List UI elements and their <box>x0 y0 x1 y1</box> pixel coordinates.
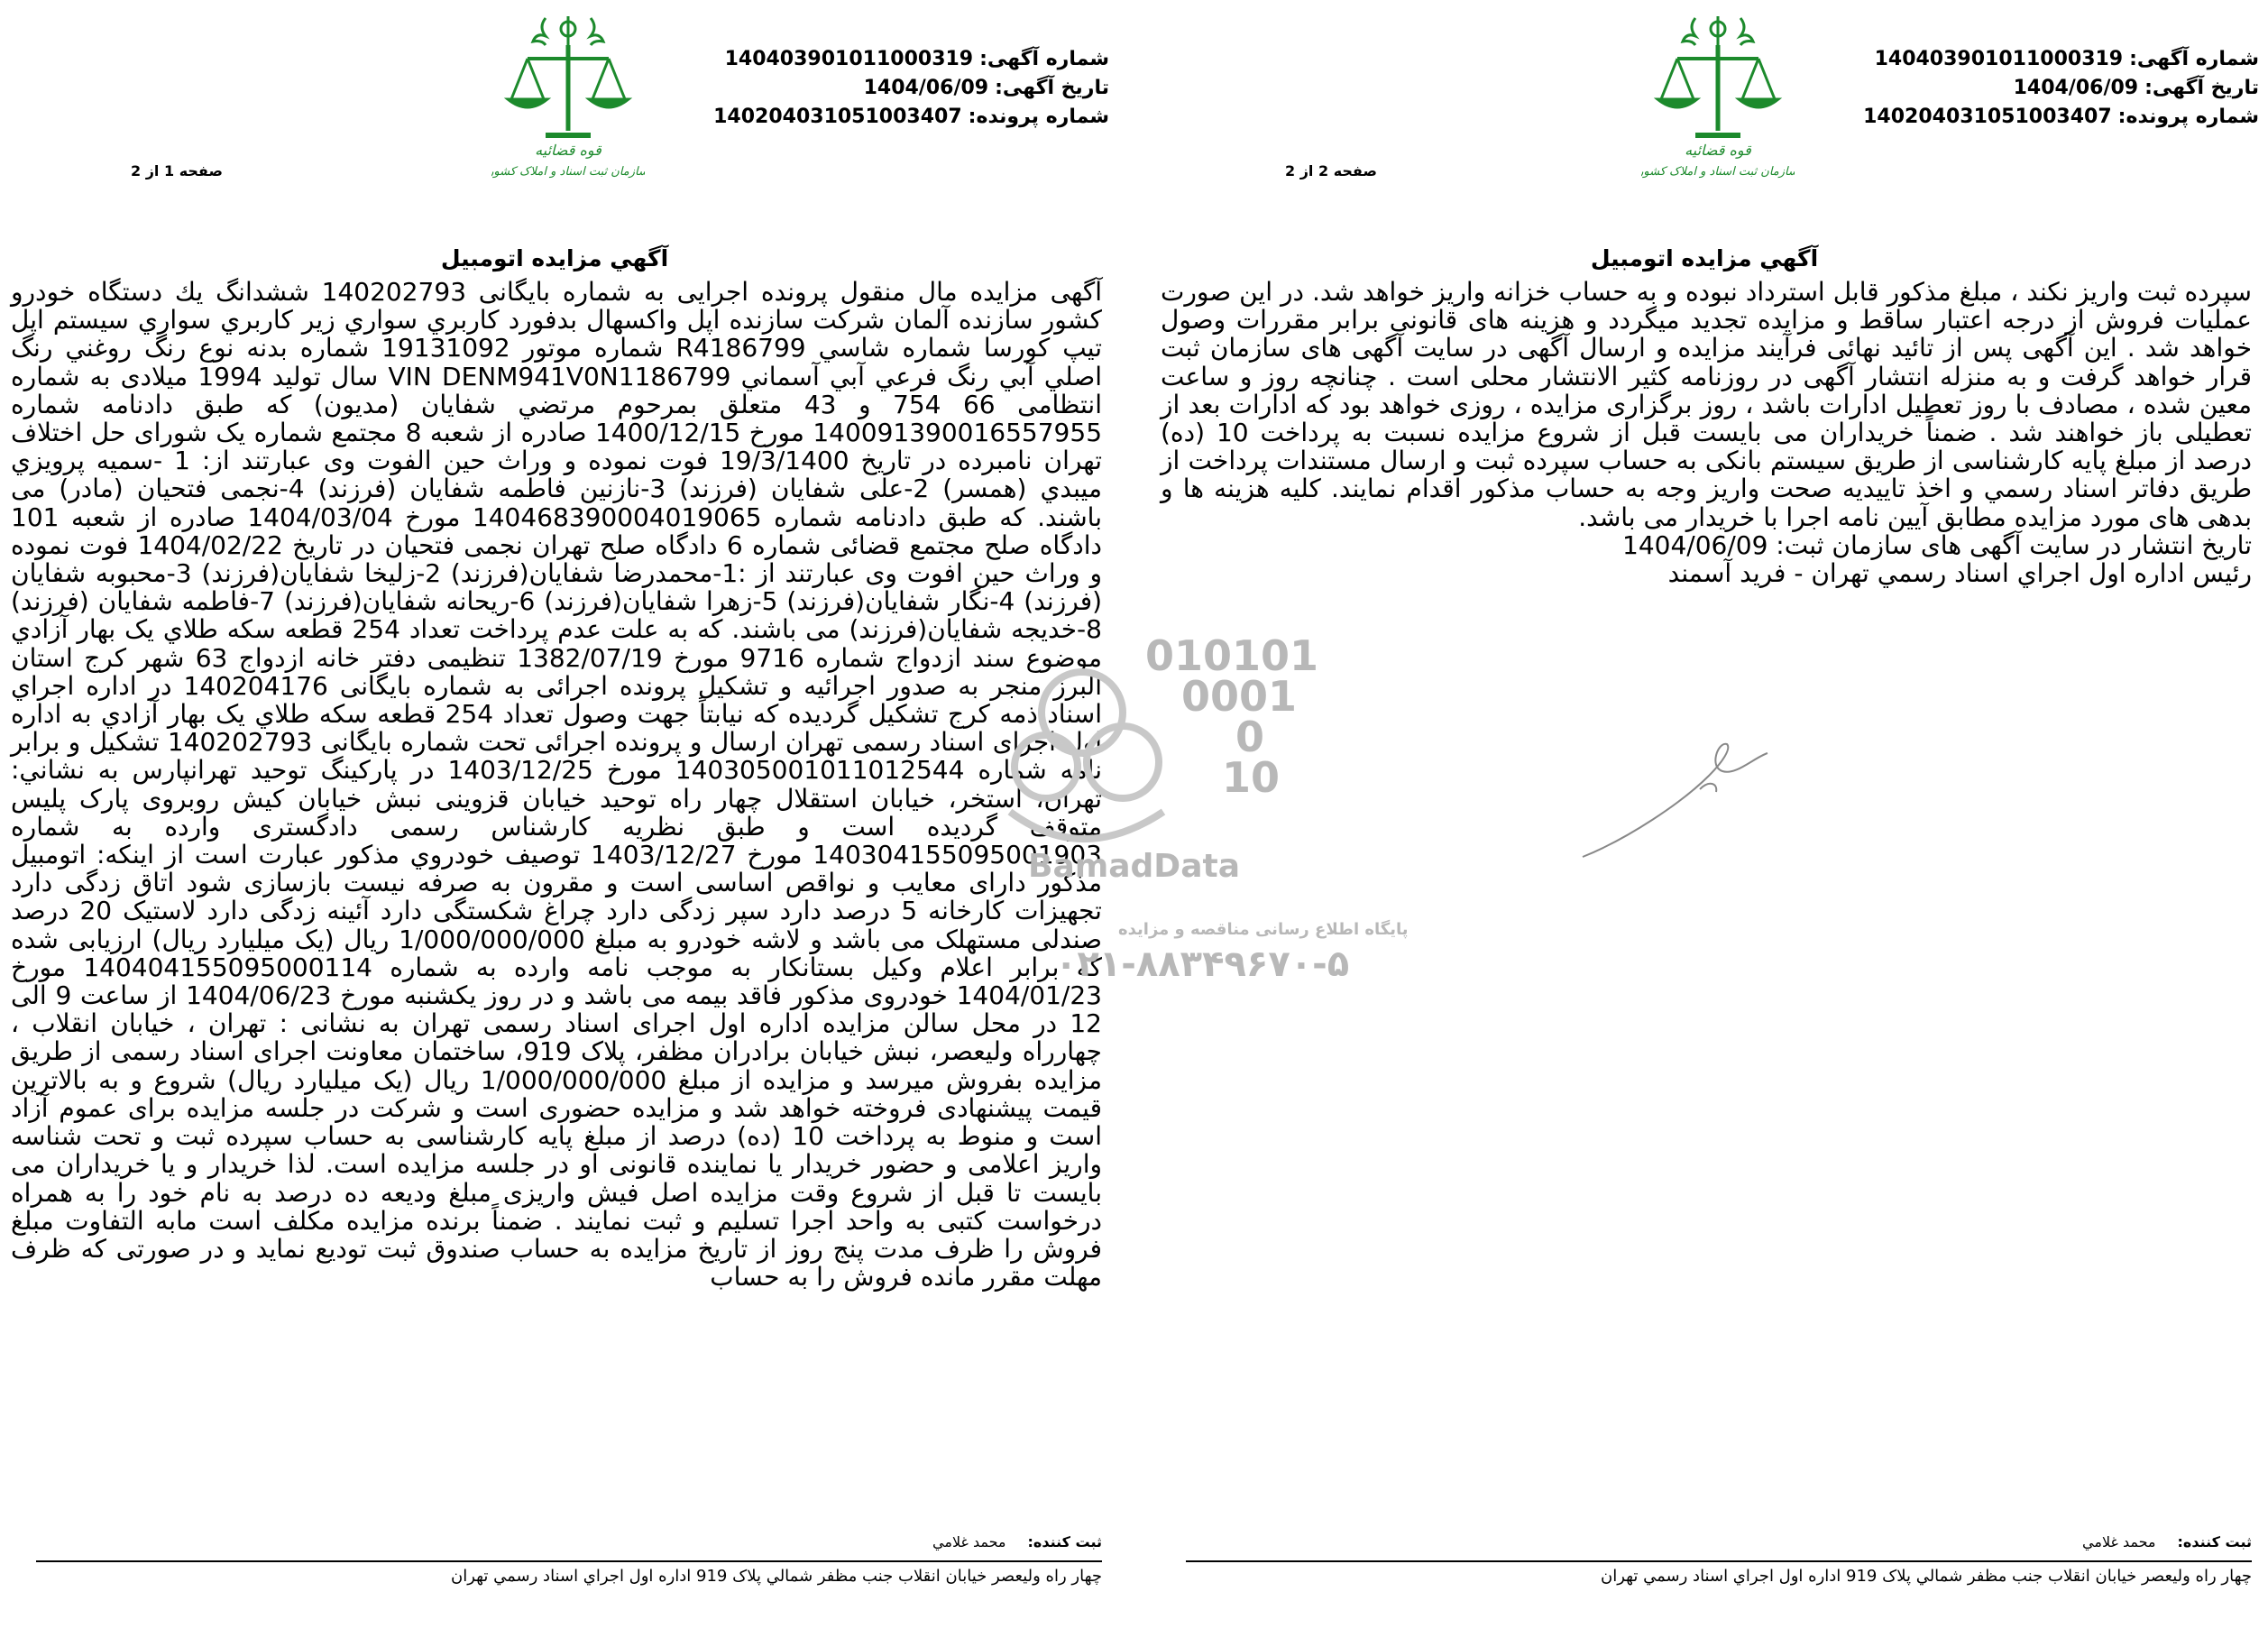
watermark-tagline: پايگاه اطلاع رسانی مناقصه و مزايده <box>1118 920 1409 939</box>
judiciary-emblem-icon <box>1641 9 1795 180</box>
notice-body-text: سپرده ثبت واريز نکند ، مبلغ مذکور قابل استرداد نبوده و به حساب خزانه واريز خواهد شد. در اين صورت عمليات فروش از درجه اعتبار ساقط و مزايده تجديد ميگردد و هزينه های قانونی برابر مقررات وصول خواهد شد . اين آگهی پس از تائيد نهائی فرآيند مزايده و ارسال آگهی در سايت آگهی های سازمان ثبت قرار خواهد گرفت و به منزله انتشار آگهی در روزنامه کثير الانتشار محلی است . چنانچه روز و ساعت معين شده ، مصادف با روز تعطيل ادارات باشد ، روز برگزاری مزايده ، روزی خواهد بود که ادارات بعد از تعطيلی باز خواهند شد . ضمناً خريداران می بايست قبل از شروع مزايده نسبت به پرداخت 10 (ده) درصد از مبلغ پايه کارشناسی از طريق سيستم بانکی به حساب سپرده ثبت و ارسال مستندات پرداخت از طريق دفاتر اسناد رسمي و اخذ تاييديه صحت واريز وجه به حساب مذکور اقدام نمايند. کليه هزينه ها و بدهی های مورد مزايده مطابق آيين نامه اجرا با خريدار می باشد. <box>1161 277 2253 532</box>
registrar-name: محمد غلامي <box>2082 1533 2156 1550</box>
notice-date: 1404/06/09 <box>863 77 989 99</box>
footer-divider <box>36 1560 1102 1562</box>
notice-date-label: تاریخ آگهی: <box>2144 77 2259 99</box>
file-number-label: شماره پرونده: <box>968 106 1109 128</box>
file-number: 140204031051003407 <box>1863 106 2112 128</box>
notice-number-label: شماره آگهی: <box>979 48 1109 70</box>
registrar-name: محمد غلامي <box>932 1533 1006 1550</box>
footer-divider <box>1186 1560 2252 1562</box>
notice-page-2 <box>1150 0 2259 1647</box>
notice-number-label: شماره آگهی: <box>2129 48 2259 70</box>
handwritten-signature <box>1574 740 1781 866</box>
publish-date-line: تاريخ انتشار در سايت آگهی های سازمان ثبت: 1404/06/09 <box>1622 529 2252 560</box>
watermark-binary-4: 10 <box>1222 753 1281 802</box>
registrar <box>932 1533 1102 1550</box>
office-address: چهار راه وليعصر خيابان انقلاب جنب مظفر شمالي پلاک 919 اداره اول اجراي اسناد رسمي تهران <box>450 1567 1102 1586</box>
registrar-label: ثبت كننده: <box>1027 1533 1102 1550</box>
watermark-binary-1: 010101 <box>1145 631 1319 680</box>
notice-page-1 <box>0 0 1109 1647</box>
file-number: 140204031051003407 <box>713 106 962 128</box>
office-address: چهار راه وليعصر خيابان انقلاب جنب مظفر شمالي پلاک 919 اداره اول اجراي اسناد رسمي تهران <box>1600 1567 2252 1586</box>
svg-text:قوه قضائیه: قوه قضائیه <box>1685 142 1751 159</box>
notice-meta <box>1835 45 2259 132</box>
page-number: صفحه 2 از 2 <box>1285 162 1377 179</box>
page-number: صفحه 1 از 2 <box>131 162 223 179</box>
watermark-brand: BamadData <box>1028 848 1240 885</box>
svg-text:قوه قضائیه: قوه قضائیه <box>535 142 601 159</box>
watermark-phone: ۰۲۱-۸۸۳۴۹۶۷۰-۵ <box>1055 943 1350 985</box>
notice-number: 140403901011000319 <box>724 48 974 70</box>
file-number-label: شماره پرونده: <box>2117 106 2259 128</box>
notice-meta <box>685 45 1109 132</box>
registrar-label: ثبت كننده: <box>2177 1533 2252 1550</box>
watermark-binary-2: 0001 <box>1181 672 1298 721</box>
svg-text:سازمان ثبت اسناد و املاک کشور: سازمان ثبت اسناد و املاک کشور <box>491 165 645 179</box>
signatory-line: رئيس اداره اول اجراي اسناد رسمي تهران - فريد آسمند <box>1667 558 2252 589</box>
watermark-binary-3: 0 <box>1235 713 1265 761</box>
judiciary-emblem-icon <box>491 9 645 180</box>
registrar <box>2082 1533 2252 1550</box>
notice-title: آگهي مزایده اتومبیل <box>1590 245 1819 271</box>
notice-date: 1404/06/09 <box>2013 77 2139 99</box>
notice-date-label: تاریخ آگهی: <box>995 77 1109 99</box>
notice-title: آگهي مزایده اتومبیل <box>440 245 669 271</box>
notice-number: 140403901011000319 <box>1874 48 2124 70</box>
notice-body <box>1161 278 2252 587</box>
svg-text:سازمان ثبت اسناد و املاک کشور: سازمان ثبت اسناد و املاک کشور <box>1641 165 1795 179</box>
notice-body: آگهی مزایده مال منقول پرونده اجرایی به شماره بایگانی 140202793 ششدانگ يك دستگاه خودرو كشور سازنده آلمان شرکت سازنده اپل واکسهال بدفورد کاربري سواري زير کاربري سواري سيستم اپل تيپ كورسا شماره شاسي R4186799 شماره موتور 19131092 شماره بدنه نوع رنگ روغني رنگ اصلي آبي رنگ فرعي آبي آسماني VIN DENM941V0N1186799 سال توليد 1994 ميلادی به شماره انتظامی 66 754 و 43 متعلق بمرحوم مرتضي شفايان (مديون) که طبق دادنامه شماره 14009139001655795​5 مورخ 1400/12/15 صادره از شعبه 8 مجتمع شماره يک شورای حل اختلاف تهران نامبرده در تاریخ 19/3/1400 فوت نموده و وراث حين الفوت وی عبارتند از: 1 -سميه پرويزي ميبدي (همسر) 2-على شفايان (فرزند) 3-نازنين فاطمه شفايان (فرزند) 4-نجمی فتحيان (مادر) می باشند. که طبق دادنامه شماره 140468390004019065 مورخ 1404/03/04 صادره از شعبه 101 دادگاه صلح مجتمع قضائی شماره 6 دادگاه صلح تهران نجمی فتحيان در تاريخ 1404/02/22 فوت نموده و وراث حين افوت وی عبارتند از :1-محمدرضا شفايان(فرزند) 2-زليخا شفايان(فرزند) 3-محبوبه شفايان (فرزند) 4-نگار شفايان(فرزند) 5-زهرا شفايان(فرزند) 6-ريحانه شفايان(فرزند) 7-فاطمه شفايان (فرزند) 8-خديجه شفايان(فرزند) می باشند. که به علت عدم پرداخت تعداد 254 قطعه سکه طلاي يک بهار آزادي موضوع سند ازدواج شماره 9716 مورخ 1382/07/19 تنظيمی دفتر خانه ازدواج 63 شهر کرج استان البرز منجر به صدور اجرائيه و تشکيل پرونده اجرائی به شماره بايگانی 140204176 در اداره اجراي اسناد ذمه کرج تشکيل گرديده که نيابتاً جهت وصول تعداد 254 قطعه سکه طلاي يک بهار آزادي به اداره اول اجرای اسناد رسمی تهران ارسال و پرونده اجرائی تحت شماره بايگانی 140202793 تشکيل و برابر نامه شماره 14030500101101254​4 مورخ 1403/12/25 در پارکينگ توحيد تهرانپارس به نشاني: تهران، استخر، خيابان استقلال چهار راه توحيد خيابان قزوينی نبش خيابان کيش روبروی پارک پليس متوقف گرديده است و طبق نظريه کارشناس رسمی دادگستری وارده به شماره 140304155095001903 مورخ 1403/12/27 توصيف خودروي مذكور عبارت است از اينكه: اتومبيل مذکور دارای معايب و نواقص اساسی است و مقرون به صرفه نيست بازسازی شود اتاق زدگی دارد تجهيزات کارخانه 5 درصد دارد سپر زدگی دارد چراغ شکستگی دارد آئينه زدگی دارد لاستيک 20 درصد صندلی مستهلک می باشد و لاشه خودرو به مبلغ 1/000/000/000 ريال (يک ميليارد ريال) ارزيابی شده که برابر اعلام وکيل بستانکار به موجب نامه وارده به شماره 14040415509500011​4 مورخ 1404/01/23 خودروی مذکور فاقد بيمه می باشد و در روز يکشنبه مورخ 1404/06/23 از ساعت 9 الی 12 در محل سالن مزايده اداره اول اجرای اسناد رسمی تهران به نشانی : تهران ، خيابان انقلاب ، چهارراه وليعصر، نبش خيابان برادران مظفر، پلاک 919، ساختمان معاونت اجرای اسناد رسمی از طريق مزايده بفروش ميرسد و مزايده از مبلغ 1/000/000/000 ريال (يک ميليارد ريال) شروع و به بالاترين قيمت پيشنهادی فروخته خواهد شد و مزايده حضوری است و شرکت در جلسه مزايده برای عموم آزاد است و منوط به پرداخت 10 (ده) درصد از مبلغ پايه کارشناسی به حساب سپرده ثبت و تحت شناسه واريز اعلامی و حضور خريدار يا نماينده قانونی او در جلسه مزايده است. لذا خريدار و يا خريداران می بايست تا قبل از شروع وقت مزايده اصل فيش واريزی مبلغ وديعه ده درصد به نام خود را به همراه درخواست کتبی به واحد اجرا تسليم و ثبت نمايند . ضمناً برنده مزايده مکلف است مابه التفاوت مبلغ فروش را ظرف مدت پنج روز از تاريخ مزايده به حساب صندوق ثبت توديع نمايد و در صورتی که ظرف مهلت مقرر مانده فروش را به حساب <box>11 277 1103 1293</box>
